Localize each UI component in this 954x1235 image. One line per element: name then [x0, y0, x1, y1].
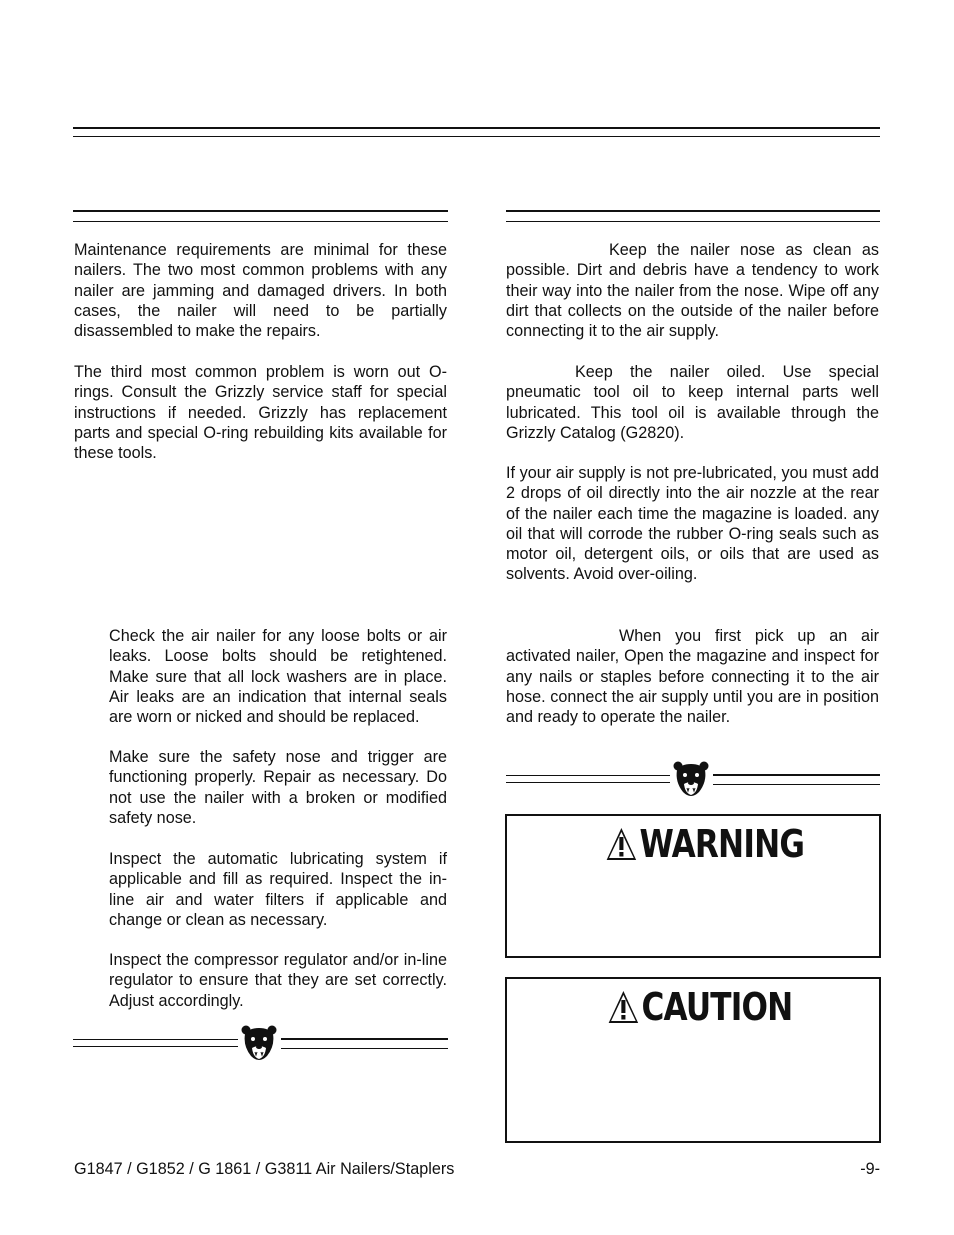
checklist-item-safety-nose: Make sure the safety nose and trigger are functioning properly. Repair as necessary. Do not use the nailer with a broken or modified safety nose. [109, 748, 447, 827]
header-rule-thick [73, 127, 880, 129]
header-rule-thin [73, 136, 880, 137]
oiling-paragraph: Keep the nailer oiled. Use special pneumatic tool oil to keep internal parts well lubricated. This tool oil is available through the Grizzly Catalog (G2820). [506, 363, 879, 442]
checklist-item-bolts: Check the air nailer for any loose bolts or air leaks. Loose bolts should be retightened. Make sure that all lock washers are in place. Air leaks are an indication that internal seals are worn or nicked and should be replaced. [109, 627, 447, 727]
caution-label: CAUTION [641, 985, 793, 1029]
caution-header [607, 985, 792, 1029]
checklist-item-regulator: Inspect the compressor regulator and/or in-line regulator to ensure that they are set correctly. Adjust accordingly. [109, 951, 447, 1010]
intro-paragraph-1: Maintenance requirements are minimal for these nailers. The two most common problems with any nailer are jamming and damaged drivers. In both cases, the nailer will need to be partially disassembled to make the repairs. [74, 241, 447, 341]
section-divider-left [73, 1024, 448, 1064]
warning-header [605, 822, 804, 866]
grizzly-bear-icon [673, 760, 709, 800]
warning-label: WARNING [639, 822, 805, 866]
intro-paragraph-2: The third most common problem is worn out O-rings. Consult the Grizzly service staff for special instructions if needed. Grizzly has replacement parts and special O-ring rebuilding kits available for these tools. [74, 363, 447, 463]
nailer-safety-paragraph: When you first pick up an air activated nailer, Open the magazine and inspect for any nails or staples before connecting it to the air hose. connect the air supply until you are in position and ready to operate the nailer. [506, 627, 879, 727]
section-divider-right [506, 760, 880, 800]
left-section-rule [73, 210, 448, 222]
warning-triangle-icon [607, 989, 640, 1025]
warning-triangle-icon [605, 826, 638, 862]
warning-box [505, 814, 881, 958]
lubrication-paragraph: If your air supply is not pre-lubricated, you must add 2 drops of oil directly into the air nozzle at the rear of the nailer each time the magazine is loaded. any oil that will corrode the rubber O-ring seals such as motor oil, detergent oils, or oils that are used as solvents. Avoid over-oiling. [506, 464, 879, 584]
footer-model-list: G1847 / G1852 / G 1861 / G3811 Air Nailers/Staplers [74, 1160, 455, 1178]
nose-cleaning-paragraph: Keep the nailer nose as clean as possible. Dirt and debris have a tendency to work their way into the nailer from the nose. Wipe off any dirt that collects on the outside of the nailer before connecting it to the air supply. [506, 241, 879, 341]
page-number: -9- [860, 1160, 880, 1178]
grizzly-bear-icon [241, 1024, 277, 1064]
checklist-item-lubricating: Inspect the automatic lubricating system if applicable and fill as required. Inspect the in-line air and water filters if applicable and change or clean as necessary. [109, 850, 447, 929]
right-section-rule [506, 210, 880, 222]
caution-box [505, 977, 881, 1143]
